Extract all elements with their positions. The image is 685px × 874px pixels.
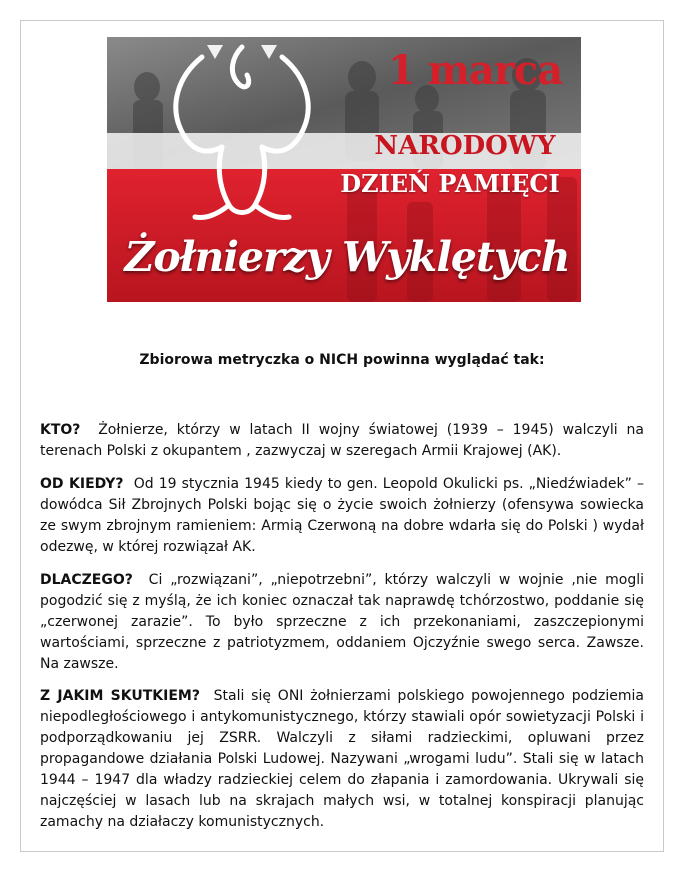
banner-date: 1 marca [387,47,563,94]
section-text: Od 19 stycznia 1945 kiedy to gen. Leopold Okulicki ps. „Niedźwiadek” – dowódca Sił Zbrojnych Polski bojąc się o życie swoich żołnierzy (ofensywa sowiecka ze swym zbrojnym ramieniem: Armią Czerwoną na dobre wdarła się do Polski ) wydał odezwę, w której rozwiązał AK. [40,476,644,555]
section-label: KTO? [40,422,81,438]
document-subtitle: Zbiorowa metryczka o NICH powinna wyglądać tak: [139,352,545,368]
section-label: Z JAKIM SKUTKIEM? [40,688,200,704]
section-label: OD KIEDY? [40,476,124,492]
banner-line-narodowy: NARODOWY [374,131,556,161]
banner-line-zolnierzy-wykletych: Żołnierzy Wyklętych [124,233,570,281]
section-z-jakim-skutkiem [40,686,644,833]
section-dlaczego [40,570,644,675]
section-text: Żołnierze, którzy w latach II wojny światowej (1939 – 1945) walczyli na terenach Polski z okupantem , zazwyczaj w szeregach Armii Krajowej (AK). [40,422,644,459]
commemoration-banner [107,37,581,302]
banner-line-dzien-pamieci: DZIEŃ PAMIĘCI [340,169,560,198]
section-text: Stali się ONI żołnierzami polskiego powojennego podziemia niepodległościowego i antykomunistycznego, którzy stawiali opór sowietyzacji Polski i podporządkowaniu jej ZSRR. Walczyli z siłami radzieckimi, opluwani przez propagandowe działania Polski Ludowej. Nazywani „wrogami ludu”. Stali się w latach 1944 – 1947 dla władzy radzieckiej celem do złapania i zamordowania. Ukrywali się najczęściej w lasach lub na skrajach małych wsi, w totalnej konspiracji planując zamachy na działaczy komunistycznych. [40,688,644,830]
section-kto [40,420,644,462]
section-text: Ci „rozwiązani”, „niepotrzebni”, którzy walczyli w wojnie ,nie mogli pogodzić się z myślą, że ich koniec oznaczał tak naprawdę tchórzostwo, poddanie się „czerwonej zarazie”. To było sprzeczne z ich przekonaniami, zaszczepionymi wartościami, sprzeczne z patriotyzmem, oddaniem Ojczyźnie swego serca. Zawsze. Na zawsze. [40,572,644,672]
section-label: DLACZEGO? [40,572,133,588]
section-od-kiedy [40,474,644,558]
